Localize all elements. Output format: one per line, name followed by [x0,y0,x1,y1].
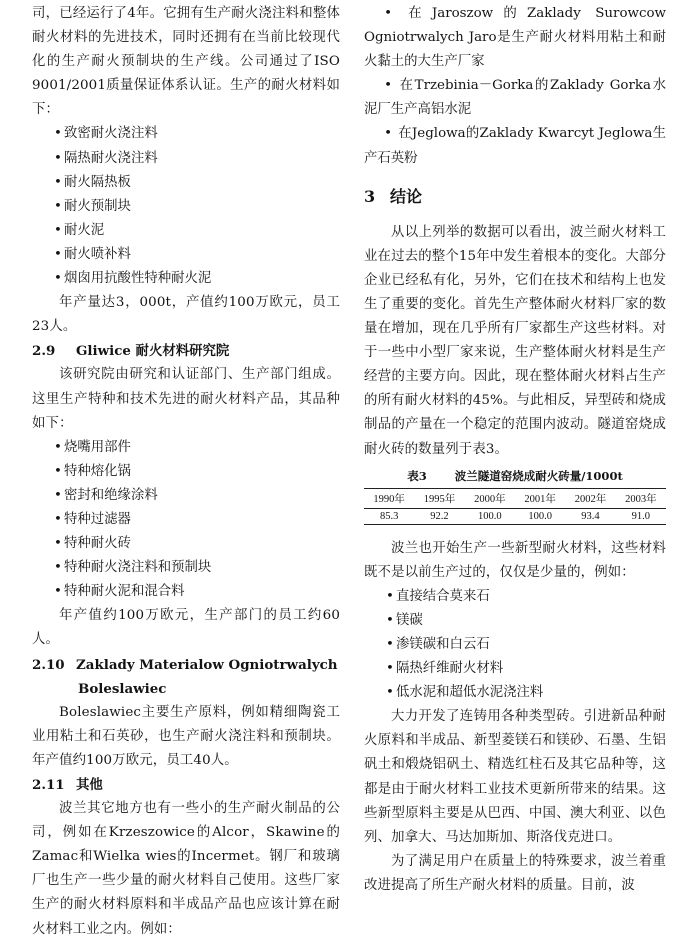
section-heading-2-10 [32,653,340,677]
list-item-text: 致密耐火浇注料 [64,126,158,142]
list-item-text: 烧嘴用部件 [64,439,131,455]
refractory-list-1 [32,122,340,291]
institute-output-paragraph: 年产值约100万欧元，生产部门的员工约60人。 [32,608,340,648]
section-number: 2.10 [32,656,65,673]
intro-paragraph: 司，已经运行了4年。它拥有生产耐火浇注料和整体耐火材料的先进技术，同时还拥有在当前比较现代化的生产耐火预制块的生产线。公司通过了ISO 9001/2001质量保证体系认证。生产的耐火材料如下： [32,6,340,118]
table-cell: 100.0 [478,510,502,522]
bullet-icon: • [54,536,62,552]
bullet-icon: • [54,246,62,262]
tunnel-kiln-table [364,488,666,525]
list-item-text: 耐火隔热板 [64,174,131,190]
list-item [32,508,340,532]
institute-paragraph: 该研究院由研究和认证部门、生产部门组成。这里生产特种和技术先进的耐火材料产品，其品种如下： [32,367,340,431]
list-item [32,460,340,484]
bullet-icon: • [54,560,62,576]
bullet-icon: • [54,584,62,600]
table-title: 波兰隧道窑烧成耐火砖量/1000t [454,468,623,483]
list-item [364,74,666,122]
bullet-icon: • [386,661,394,677]
table-cell: 85.3 [379,510,399,522]
section-number: 2.9 [32,343,56,360]
list-item [32,171,340,195]
bullet-icon: • [54,271,62,287]
boleslawiec-paragraph: Boleslawiec主要生产原料，例如精细陶瓷工业用粘土和石英砂，也生产耐火浇注料和预制块。年产值约100万欧元，员工40人。 [32,704,340,768]
list-item [32,195,340,219]
section-title: 其他 [76,777,103,793]
bullet-icon: • [54,174,62,190]
table-cell: 93.4 [581,510,600,522]
list-item [32,267,340,291]
table-header-cell: 2001年 [524,493,556,505]
new-materials-paragraph: 波兰也开始生产一些新型耐火材料，这些材料既不是以前生产过的，仅仅是少量的，例如： [364,540,666,580]
table-header-cell: 2003年 [625,493,657,505]
bullet-icon: • [54,126,62,142]
table-label: 表3 [407,468,427,483]
list-item-text: 耐火喷补料 [64,246,131,262]
list-item [32,147,340,171]
list-item [32,122,340,146]
list-item-text: 在Jaroszow的Zaklady Surowcow Ogniotrwalych Jaro是生产耐火材料用粘土和耐火黏土的大生产厂家 [364,6,666,70]
list-item-text: 隔热耐火浇注料 [64,150,158,166]
section-number: 2.11 [32,777,65,793]
list-item-text: 特种耐火砖 [64,536,131,552]
list-item [32,580,340,604]
table-header-cell: 1990年 [373,493,405,505]
table-cell: 92.2 [430,510,449,522]
bullet-icon: • [54,463,62,479]
table-header-cell: 2000年 [474,493,506,505]
list-item-text: 特种过滤器 [64,511,131,527]
list-item-text: 镁碳 [396,612,423,628]
bullet-icon: • [54,439,62,455]
table-row [364,508,666,524]
bullet-icon: • [384,6,392,21]
quality-paragraph: 为了满足用户在质量上的特殊要求，波兰着重改进提高了所生产耐火材料的质量。目前，波 [364,853,666,893]
list-item-text: 特种熔化锅 [64,463,131,479]
section-title-line1: Zaklady Materialow Ogniotrwalych [76,656,338,673]
left-column [32,2,340,942]
list-item [32,484,340,508]
new-materials-list [364,585,666,705]
list-item-text: 在Jeglowa的Zaklady Kwarcyt Jeglowa生产石英粉 [364,126,666,166]
section-heading-3 [364,185,666,209]
list-item-text: 低水泥和超低水泥浇注料 [396,685,544,701]
bullet-icon: • [386,636,394,652]
section-number: 3 [364,186,376,206]
special-products-list [32,436,340,605]
table-cell: 91.0 [631,510,650,522]
list-item [364,2,666,74]
section-title-line2: Boleslawiec [78,680,167,697]
list-item-text: 隔热纤维耐火材料 [396,661,504,677]
list-item-text: 密封和绝缘涂料 [64,487,158,503]
section-title: Gliwice 耐火材料研究院 [76,343,230,360]
raw-material-producers-list [364,2,666,171]
list-item [32,532,340,556]
bullet-icon: • [386,612,394,628]
bullet-icon: • [54,487,62,503]
list-item [364,609,666,633]
others-paragraph: 波兰其它地方也有一些小的生产耐火制品的公司，例如在Krzeszowice的Alcor，Skawine的Zamac和Wielka wies的Incermet。钢厂和玻璃厂也生产一些少量的耐火材料自己使用。这些厂家生产的耐火材料原料和半成品产品也应该计算在耐火材料工业之内。例如： [32,801,340,937]
bullet-icon: • [54,511,62,527]
list-item-text: 渗镁碳和白云石 [396,636,490,652]
list-item-text: 特种耐火泥和混合料 [64,584,185,600]
section-heading-2-9 [32,339,340,363]
list-item [364,585,666,609]
list-item [32,219,340,243]
bullet-icon: • [386,685,394,701]
development-paragraph: 大力开发了连铸用各种类型砖。引进新品种耐火原料和半成品、新型菱镁石和镁砂、石墨、生铝矾土和煅烧铝矾土、精选红柱石及其它品种等，这都是由于耐火材料工业技术更新所带来的结果。这些新型原料主要是从巴西、中国、澳大利亚、以色列、加拿大、马达加斯加、斯洛伐克进口。 [364,709,666,845]
table-header-cell: 1995年 [423,493,456,505]
list-item [364,681,666,705]
output-paragraph: 年产量达3，000t，产值约100万欧元，员工23人。 [32,295,340,335]
table-cell: 100.0 [528,510,552,522]
table-header-row [364,488,666,508]
table-header-cell: 2002年 [574,493,607,505]
section-title: 结论 [390,186,423,206]
list-item [32,556,340,580]
table-caption [364,468,666,484]
list-item-text: 耐火泥 [64,222,105,238]
bullet-icon: • [384,126,392,142]
conclusion-paragraph: 从以上列举的数据可以看出，波兰耐火材料工业在过去的整个15年中发生着根本的变化。大部分企业已经私有化，另外，它们在技术和结构上也发生了重要的变化。首先生产整体耐火材料厂家的数量在增加，现在几乎所有厂家都生产这些材料。对于一些中小型厂家来说，生产整体耐火材料是生产经营的主要方向。因此，现在整体耐火材料占生产的所有耐火材料的45%。与此相反，异型砖和烧成制品的产量在一个稳定的范围内波动。隧道窑烧成耐火砖的数量列于表3。 [364,224,666,457]
section-heading-2-11 [32,773,340,797]
bullet-icon: • [384,78,392,94]
list-item-text: 耐火预制块 [64,198,131,214]
list-item-text: 直接结合莫来石 [396,588,490,604]
bullet-icon: • [54,198,62,214]
list-item-text: 特种耐火浇注料和预制块 [64,560,212,576]
bullet-icon: • [386,588,394,604]
right-column [364,2,666,898]
list-item [32,243,340,267]
list-item [32,436,340,460]
list-item-text: 在Trzebinia－Gorka的Zaklady Gorka水泥厂生产高铝水泥 [364,78,666,118]
list-item [364,657,666,681]
bullet-icon: • [54,150,62,166]
list-item [364,122,666,170]
bullet-icon: • [54,222,62,238]
list-item [364,633,666,657]
list-item-text: 烟囱用抗酸性特种耐火泥 [64,271,212,287]
